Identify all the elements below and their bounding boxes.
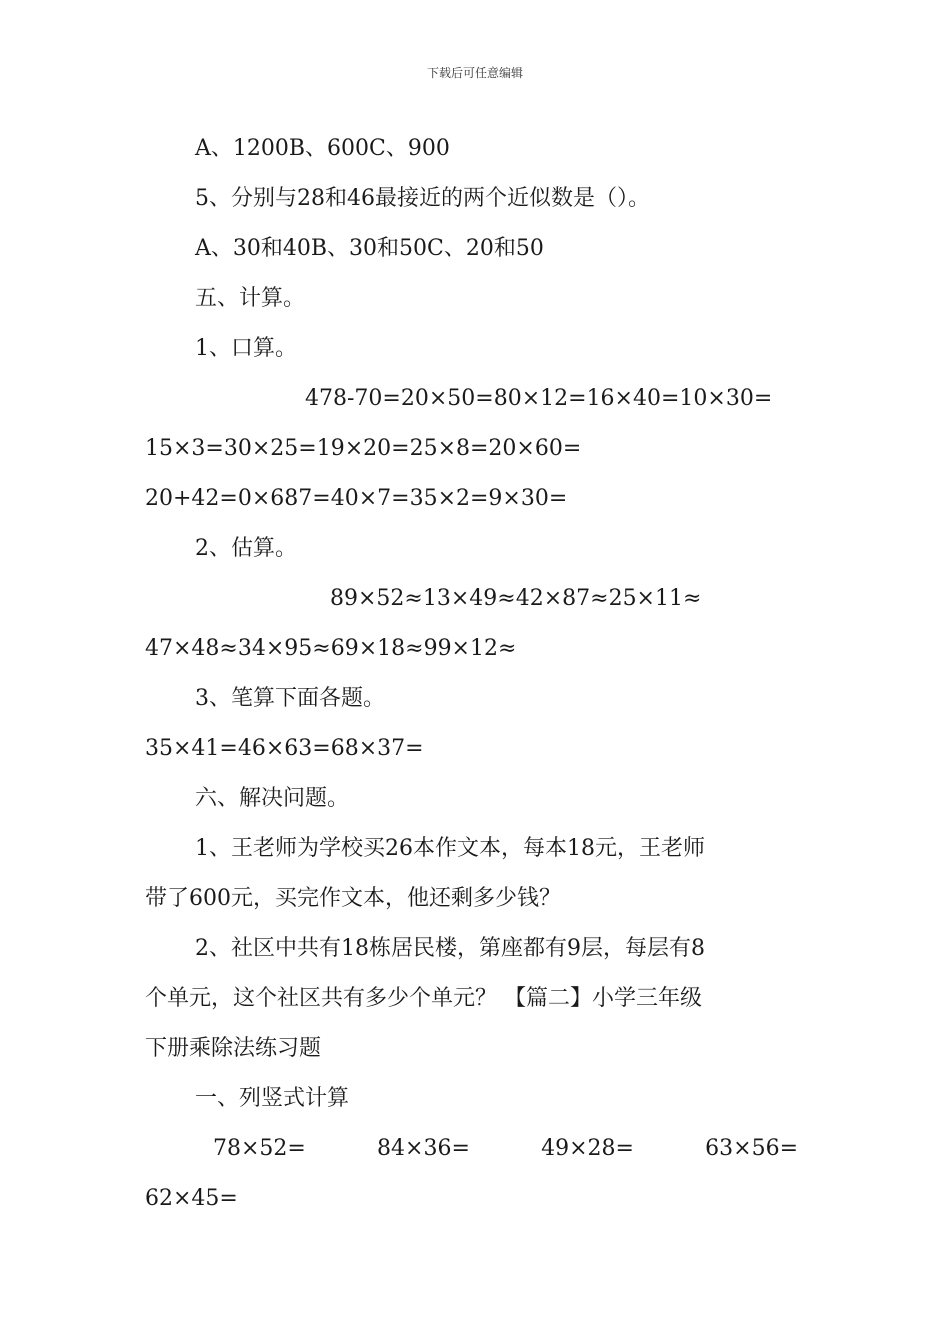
subsection-estimate: 2、估算。: [195, 536, 297, 561]
vertical-calc-item: 78×52=: [213, 1136, 306, 1161]
problem-1-line-2: 带了600元，买完作文本，他还剩多少钱？: [145, 886, 561, 911]
part-two-title: 下册乘除法练习题: [145, 1036, 322, 1061]
vertical-calc-item: 49×28=: [541, 1136, 634, 1161]
document-body: [145, 124, 810, 1224]
vertical-calc-item: 63×56=: [705, 1136, 798, 1161]
problem-1-line-1: 1、王老师为学校买26本作文本，每本18元，王老师: [195, 836, 705, 861]
choice-options-line: A、30和40B、30和50C、20和50: [195, 236, 544, 261]
subsection-written-calc: 3、笔算下面各题。: [195, 686, 385, 711]
section-heading-problems: 六、解决问题。: [195, 786, 350, 811]
estimate-row-2: 47×48≈34×95≈69×18≈99×12≈: [145, 636, 517, 661]
section-heading-calc: 五、计算。: [195, 286, 306, 311]
section-heading-vertical: 一、列竖式计算: [195, 1086, 350, 1111]
vertical-calc-row: [145, 1124, 810, 1174]
problem-2-line-2: 个单元，这个社区共有多少个单元？ 【篇二】小学三年级: [145, 986, 702, 1011]
oral-calc-row-3: 20+42=0×687=40×7=35×2=9×30=: [145, 486, 568, 511]
oral-calc-row-1: 478-70=20×50=80×12=16×40=10×30=: [305, 386, 773, 411]
oral-calc-row-2: 15×3=30×25=19×20=25×8=20×60=: [145, 436, 582, 461]
estimate-row-1: 89×52≈13×49≈42×87≈25×11≈: [330, 586, 702, 611]
problem-2-line-1: 2、社区中共有18栋居民楼，第座都有9层，每层有8: [195, 936, 705, 961]
subsection-oral-calc: 1、口算。: [195, 336, 297, 361]
written-calc-row: 35×41=46×63=68×37=: [145, 736, 424, 761]
page-header: 下载后可任意编辑: [426, 66, 523, 80]
vertical-calc-item: 84×36=: [377, 1136, 470, 1161]
question-5: 5、分别与28和46最接近的两个近似数是（）。: [195, 186, 650, 211]
vertical-calc-last: 62×45=: [145, 1186, 238, 1211]
choice-options-line: A、1200B、600C、900: [195, 136, 450, 161]
